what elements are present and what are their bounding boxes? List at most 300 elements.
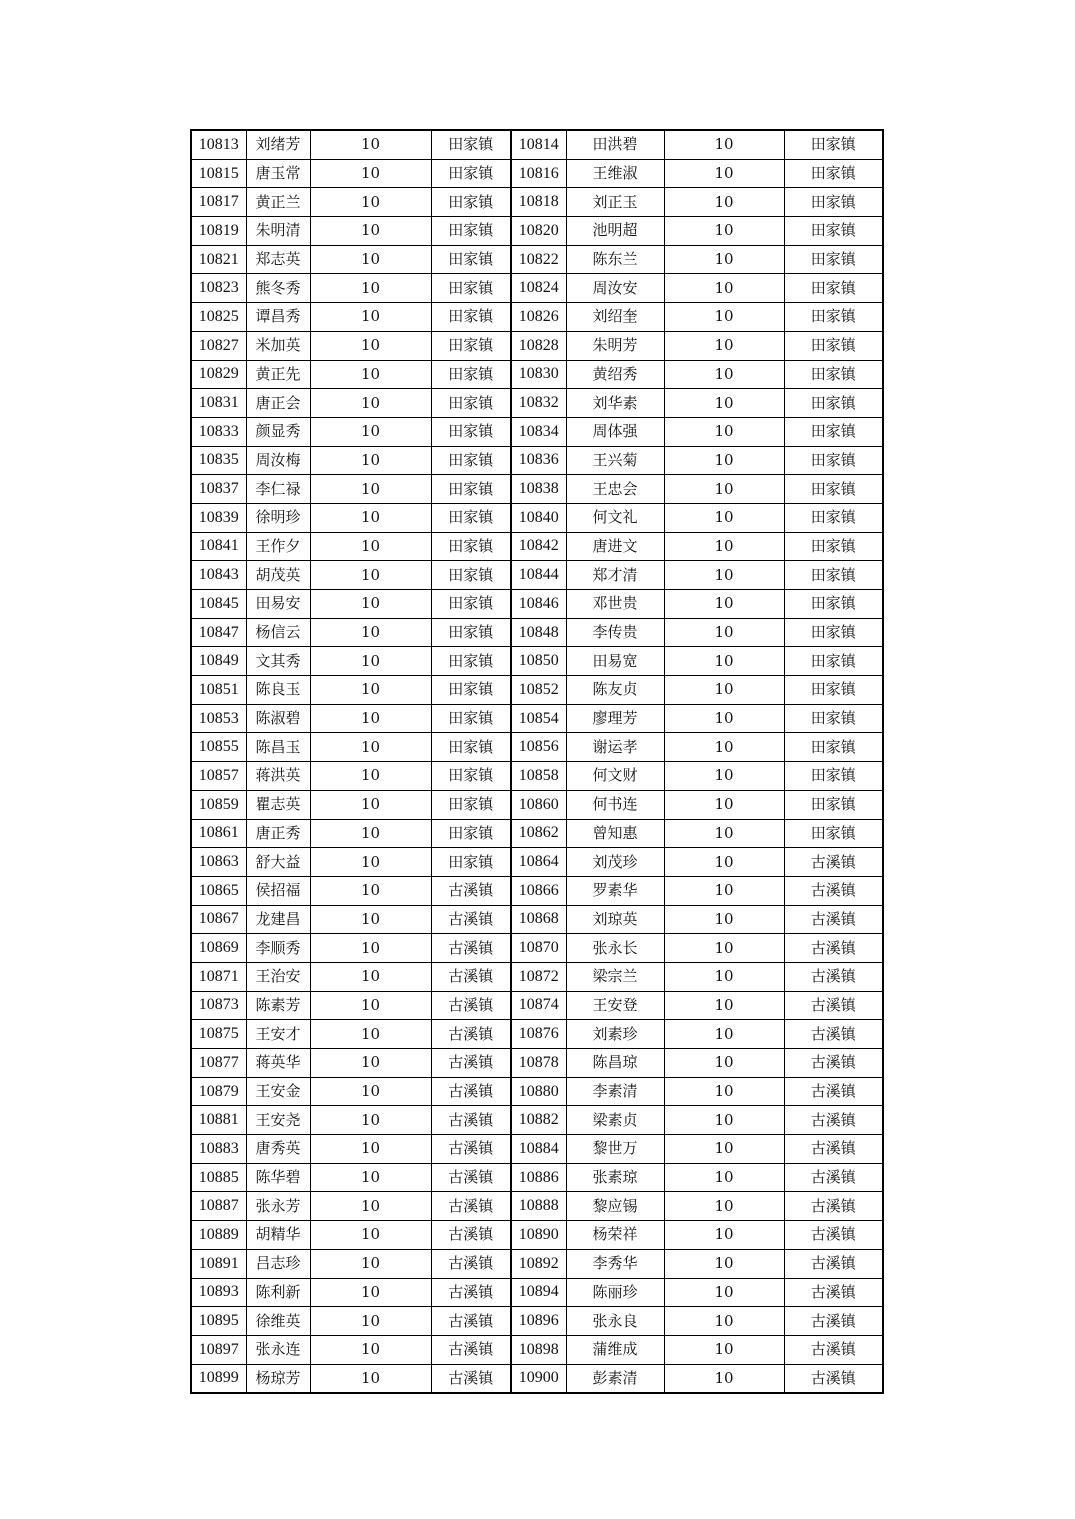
left-town-cell: 田家镇 — [431, 159, 511, 188]
left-town-cell: 田家镇 — [431, 389, 511, 418]
right-person-name-cell: 廖理芳 — [566, 704, 664, 733]
left-amount-cell: 10 — [310, 360, 431, 389]
right-town-cell: 田家镇 — [784, 274, 883, 303]
left-amount-cell: 10 — [310, 303, 431, 332]
right-record-id-cell: 10842 — [511, 532, 566, 561]
left-town-cell: 古溪镇 — [431, 1364, 511, 1393]
left-town-cell: 田家镇 — [431, 618, 511, 647]
right-amount-cell: 10 — [664, 1249, 784, 1278]
right-town-cell: 古溪镇 — [784, 991, 883, 1020]
right-record-id-cell: 10852 — [511, 676, 566, 705]
left-town-cell: 田家镇 — [431, 848, 511, 877]
right-town-cell: 田家镇 — [784, 618, 883, 647]
right-record-id-cell: 10862 — [511, 819, 566, 848]
right-record-id-cell: 10864 — [511, 848, 566, 877]
right-town-cell: 田家镇 — [784, 130, 883, 159]
right-amount-cell: 10 — [664, 1307, 784, 1336]
left-record-id-cell: 10887 — [191, 1192, 246, 1221]
left-amount-cell: 10 — [310, 446, 431, 475]
right-person-name-cell: 梁宗兰 — [566, 962, 664, 991]
left-person-name-cell: 王安金 — [246, 1077, 310, 1106]
right-record-id-cell: 10900 — [511, 1364, 566, 1393]
left-amount-cell: 10 — [310, 962, 431, 991]
left-amount-cell: 10 — [310, 905, 431, 934]
right-amount-cell: 10 — [664, 1278, 784, 1307]
right-record-id-cell: 10868 — [511, 905, 566, 934]
right-person-name-cell: 刘华素 — [566, 389, 664, 418]
left-person-name-cell: 王作夕 — [246, 532, 310, 561]
left-amount-cell: 10 — [310, 991, 431, 1020]
right-amount-cell: 10 — [664, 762, 784, 791]
right-person-name-cell: 李秀华 — [566, 1249, 664, 1278]
left-person-name-cell: 熊冬秀 — [246, 274, 310, 303]
right-person-name-cell: 王维淑 — [566, 159, 664, 188]
left-amount-cell: 10 — [310, 389, 431, 418]
table-row — [191, 159, 883, 188]
right-record-id-cell: 10816 — [511, 159, 566, 188]
table-row — [191, 1020, 883, 1049]
right-record-id-cell: 10882 — [511, 1106, 566, 1135]
left-record-id-cell: 10815 — [191, 159, 246, 188]
table-row — [191, 446, 883, 475]
right-person-name-cell: 周体强 — [566, 417, 664, 446]
left-amount-cell: 10 — [310, 1278, 431, 1307]
right-person-name-cell: 黎应锡 — [566, 1192, 664, 1221]
right-town-cell: 古溪镇 — [784, 876, 883, 905]
right-town-cell: 古溪镇 — [784, 848, 883, 877]
right-record-id-cell: 10820 — [511, 217, 566, 246]
table-row — [191, 819, 883, 848]
left-town-cell: 田家镇 — [431, 790, 511, 819]
right-person-name-cell: 蒲维成 — [566, 1335, 664, 1364]
left-person-name-cell: 文其秀 — [246, 647, 310, 676]
right-town-cell: 田家镇 — [784, 188, 883, 217]
right-town-cell: 古溪镇 — [784, 1307, 883, 1336]
table-row — [191, 245, 883, 274]
left-record-id-cell: 10835 — [191, 446, 246, 475]
left-town-cell: 田家镇 — [431, 360, 511, 389]
left-person-name-cell: 唐秀英 — [246, 1135, 310, 1164]
table-row — [191, 1077, 883, 1106]
right-town-cell: 田家镇 — [784, 303, 883, 332]
left-town-cell: 田家镇 — [431, 733, 511, 762]
left-record-id-cell: 10879 — [191, 1077, 246, 1106]
right-town-cell: 古溪镇 — [784, 1278, 883, 1307]
left-record-id-cell: 10813 — [191, 130, 246, 159]
right-person-name-cell: 陈丽珍 — [566, 1278, 664, 1307]
right-amount-cell: 10 — [664, 245, 784, 274]
right-record-id-cell: 10894 — [511, 1278, 566, 1307]
left-town-cell: 田家镇 — [431, 130, 511, 159]
right-amount-cell: 10 — [664, 1077, 784, 1106]
left-person-name-cell: 陈素芳 — [246, 991, 310, 1020]
left-town-cell: 古溪镇 — [431, 1163, 511, 1192]
right-town-cell: 田家镇 — [784, 532, 883, 561]
left-record-id-cell: 10899 — [191, 1364, 246, 1393]
left-person-name-cell: 舒大益 — [246, 848, 310, 877]
left-person-name-cell: 周汝梅 — [246, 446, 310, 475]
left-record-id-cell: 10883 — [191, 1135, 246, 1164]
left-person-name-cell: 谭昌秀 — [246, 303, 310, 332]
table-row — [191, 389, 883, 418]
right-record-id-cell: 10830 — [511, 360, 566, 389]
left-person-name-cell: 王安才 — [246, 1020, 310, 1049]
left-town-cell: 古溪镇 — [431, 962, 511, 991]
right-record-id-cell: 10828 — [511, 331, 566, 360]
right-person-name-cell: 唐进文 — [566, 532, 664, 561]
table-row — [191, 475, 883, 504]
left-person-name-cell: 瞿志英 — [246, 790, 310, 819]
left-amount-cell: 10 — [310, 1077, 431, 1106]
right-person-name-cell: 何文礼 — [566, 503, 664, 532]
left-person-name-cell: 胡精华 — [246, 1221, 310, 1250]
left-town-cell: 田家镇 — [431, 331, 511, 360]
right-town-cell: 古溪镇 — [784, 1049, 883, 1078]
right-amount-cell: 10 — [664, 217, 784, 246]
right-amount-cell: 10 — [664, 1335, 784, 1364]
right-record-id-cell: 10890 — [511, 1221, 566, 1250]
right-town-cell: 田家镇 — [784, 676, 883, 705]
right-amount-cell: 10 — [664, 934, 784, 963]
left-record-id-cell: 10877 — [191, 1049, 246, 1078]
left-amount-cell: 10 — [310, 1249, 431, 1278]
left-record-id-cell: 10867 — [191, 905, 246, 934]
left-record-id-cell: 10889 — [191, 1221, 246, 1250]
left-record-id-cell: 10885 — [191, 1163, 246, 1192]
right-town-cell: 田家镇 — [784, 360, 883, 389]
left-amount-cell: 10 — [310, 676, 431, 705]
right-record-id-cell: 10878 — [511, 1049, 566, 1078]
left-record-id-cell: 10839 — [191, 503, 246, 532]
left-town-cell: 田家镇 — [431, 303, 511, 332]
left-town-cell: 古溪镇 — [431, 1135, 511, 1164]
right-person-name-cell: 田洪碧 — [566, 130, 664, 159]
left-town-cell: 田家镇 — [431, 676, 511, 705]
table-row — [191, 331, 883, 360]
right-record-id-cell: 10840 — [511, 503, 566, 532]
right-record-id-cell: 10838 — [511, 475, 566, 504]
right-record-id-cell: 10824 — [511, 274, 566, 303]
left-amount-cell: 10 — [310, 1163, 431, 1192]
right-amount-cell: 10 — [664, 417, 784, 446]
left-record-id-cell: 10827 — [191, 331, 246, 360]
left-person-name-cell: 徐维英 — [246, 1307, 310, 1336]
left-amount-cell: 10 — [310, 848, 431, 877]
left-person-name-cell: 王安尧 — [246, 1106, 310, 1135]
right-record-id-cell: 10872 — [511, 962, 566, 991]
table-row — [191, 1221, 883, 1250]
left-town-cell: 古溪镇 — [431, 1221, 511, 1250]
right-amount-cell: 10 — [664, 819, 784, 848]
right-town-cell: 古溪镇 — [784, 1020, 883, 1049]
right-person-name-cell: 罗素华 — [566, 876, 664, 905]
roster-table — [190, 129, 884, 1394]
right-town-cell: 古溪镇 — [784, 962, 883, 991]
right-person-name-cell: 刘琼英 — [566, 905, 664, 934]
left-person-name-cell: 颜显秀 — [246, 417, 310, 446]
right-town-cell: 古溪镇 — [784, 1221, 883, 1250]
left-record-id-cell: 10843 — [191, 561, 246, 590]
right-record-id-cell: 10822 — [511, 245, 566, 274]
left-person-name-cell: 张永连 — [246, 1335, 310, 1364]
left-amount-cell: 10 — [310, 762, 431, 791]
table-row — [191, 991, 883, 1020]
right-town-cell: 田家镇 — [784, 475, 883, 504]
left-amount-cell: 10 — [310, 1335, 431, 1364]
right-town-cell: 古溪镇 — [784, 1135, 883, 1164]
left-amount-cell: 10 — [310, 245, 431, 274]
table-row — [191, 934, 883, 963]
left-person-name-cell: 刘绪芳 — [246, 130, 310, 159]
right-town-cell: 田家镇 — [784, 389, 883, 418]
right-person-name-cell: 谢运孝 — [566, 733, 664, 762]
table-row — [191, 848, 883, 877]
table-row — [191, 1192, 883, 1221]
left-town-cell: 田家镇 — [431, 475, 511, 504]
right-record-id-cell: 10818 — [511, 188, 566, 217]
table-row — [191, 1049, 883, 1078]
right-amount-cell: 10 — [664, 647, 784, 676]
right-amount-cell: 10 — [664, 130, 784, 159]
right-person-name-cell: 周汝安 — [566, 274, 664, 303]
right-record-id-cell: 10826 — [511, 303, 566, 332]
table-row — [191, 762, 883, 791]
left-record-id-cell: 10847 — [191, 618, 246, 647]
left-record-id-cell: 10857 — [191, 762, 246, 791]
right-record-id-cell: 10860 — [511, 790, 566, 819]
right-amount-cell: 10 — [664, 360, 784, 389]
right-amount-cell: 10 — [664, 590, 784, 619]
right-record-id-cell: 10896 — [511, 1307, 566, 1336]
left-town-cell: 田家镇 — [431, 274, 511, 303]
left-town-cell: 古溪镇 — [431, 1249, 511, 1278]
right-record-id-cell: 10836 — [511, 446, 566, 475]
right-amount-cell: 10 — [664, 561, 784, 590]
right-person-name-cell: 张素琼 — [566, 1163, 664, 1192]
right-town-cell: 田家镇 — [784, 417, 883, 446]
left-person-name-cell: 唐正秀 — [246, 819, 310, 848]
left-amount-cell: 10 — [310, 217, 431, 246]
left-amount-cell: 10 — [310, 704, 431, 733]
right-person-name-cell: 田易宽 — [566, 647, 664, 676]
right-record-id-cell: 10898 — [511, 1335, 566, 1364]
left-record-id-cell: 10875 — [191, 1020, 246, 1049]
right-amount-cell: 10 — [664, 905, 784, 934]
right-record-id-cell: 10856 — [511, 733, 566, 762]
left-person-name-cell: 蒋洪英 — [246, 762, 310, 791]
left-town-cell: 田家镇 — [431, 532, 511, 561]
right-record-id-cell: 10832 — [511, 389, 566, 418]
left-record-id-cell: 10893 — [191, 1278, 246, 1307]
left-record-id-cell: 10825 — [191, 303, 246, 332]
right-person-name-cell: 王安登 — [566, 991, 664, 1020]
right-record-id-cell: 10834 — [511, 417, 566, 446]
table-row — [191, 1278, 883, 1307]
roster-body — [191, 130, 883, 1393]
right-town-cell: 古溪镇 — [784, 1192, 883, 1221]
right-person-name-cell: 刘正玉 — [566, 188, 664, 217]
left-record-id-cell: 10853 — [191, 704, 246, 733]
table-row — [191, 618, 883, 647]
right-amount-cell: 10 — [664, 790, 784, 819]
left-town-cell: 古溪镇 — [431, 991, 511, 1020]
left-town-cell: 田家镇 — [431, 590, 511, 619]
right-record-id-cell: 10866 — [511, 876, 566, 905]
left-amount-cell: 10 — [310, 475, 431, 504]
table-row — [191, 733, 883, 762]
left-record-id-cell: 10861 — [191, 819, 246, 848]
table-row — [191, 1307, 883, 1336]
left-record-id-cell: 10849 — [191, 647, 246, 676]
left-amount-cell: 10 — [310, 1020, 431, 1049]
table-row — [191, 876, 883, 905]
right-town-cell: 古溪镇 — [784, 1163, 883, 1192]
left-person-name-cell: 郑志英 — [246, 245, 310, 274]
left-town-cell: 古溪镇 — [431, 1192, 511, 1221]
left-record-id-cell: 10855 — [191, 733, 246, 762]
left-amount-cell: 10 — [310, 819, 431, 848]
right-town-cell: 田家镇 — [784, 503, 883, 532]
right-town-cell: 古溪镇 — [784, 1249, 883, 1278]
left-town-cell: 田家镇 — [431, 762, 511, 791]
left-town-cell: 古溪镇 — [431, 905, 511, 934]
left-record-id-cell: 10895 — [191, 1307, 246, 1336]
table-row — [191, 217, 883, 246]
right-town-cell: 田家镇 — [784, 245, 883, 274]
left-town-cell: 田家镇 — [431, 561, 511, 590]
right-amount-cell: 10 — [664, 475, 784, 504]
right-town-cell: 古溪镇 — [784, 1106, 883, 1135]
left-record-id-cell: 10851 — [191, 676, 246, 705]
table-row — [191, 1364, 883, 1393]
left-town-cell: 古溪镇 — [431, 1106, 511, 1135]
left-record-id-cell: 10869 — [191, 934, 246, 963]
left-person-name-cell: 朱明清 — [246, 217, 310, 246]
right-amount-cell: 10 — [664, 1049, 784, 1078]
right-person-name-cell: 郑才清 — [566, 561, 664, 590]
left-person-name-cell: 杨信云 — [246, 618, 310, 647]
table-row — [191, 1163, 883, 1192]
right-town-cell: 田家镇 — [784, 733, 883, 762]
right-amount-cell: 10 — [664, 303, 784, 332]
left-amount-cell: 10 — [310, 188, 431, 217]
right-person-name-cell: 陈东兰 — [566, 245, 664, 274]
left-town-cell: 田家镇 — [431, 819, 511, 848]
right-person-name-cell: 李传贵 — [566, 618, 664, 647]
table-row — [191, 417, 883, 446]
left-person-name-cell: 陈利新 — [246, 1278, 310, 1307]
right-record-id-cell: 10880 — [511, 1077, 566, 1106]
right-person-name-cell: 彭素清 — [566, 1364, 664, 1393]
right-person-name-cell: 池明超 — [566, 217, 664, 246]
right-amount-cell: 10 — [664, 1135, 784, 1164]
left-town-cell: 田家镇 — [431, 217, 511, 246]
left-person-name-cell: 吕志珍 — [246, 1249, 310, 1278]
right-record-id-cell: 10876 — [511, 1020, 566, 1049]
right-amount-cell: 10 — [664, 676, 784, 705]
table-row — [191, 1335, 883, 1364]
left-record-id-cell: 10829 — [191, 360, 246, 389]
left-person-name-cell: 王治安 — [246, 962, 310, 991]
left-amount-cell: 10 — [310, 331, 431, 360]
left-amount-cell: 10 — [310, 1192, 431, 1221]
left-person-name-cell: 李仁禄 — [246, 475, 310, 504]
left-record-id-cell: 10891 — [191, 1249, 246, 1278]
right-person-name-cell: 何书连 — [566, 790, 664, 819]
left-amount-cell: 10 — [310, 274, 431, 303]
left-person-name-cell: 田易安 — [246, 590, 310, 619]
right-town-cell: 古溪镇 — [784, 905, 883, 934]
left-record-id-cell: 10873 — [191, 991, 246, 1020]
left-amount-cell: 10 — [310, 733, 431, 762]
right-person-name-cell: 陈昌琼 — [566, 1049, 664, 1078]
right-amount-cell: 10 — [664, 1364, 784, 1393]
left-town-cell: 田家镇 — [431, 647, 511, 676]
right-amount-cell: 10 — [664, 389, 784, 418]
right-record-id-cell: 10848 — [511, 618, 566, 647]
right-amount-cell: 10 — [664, 532, 784, 561]
right-record-id-cell: 10814 — [511, 130, 566, 159]
right-person-name-cell: 曾知惠 — [566, 819, 664, 848]
left-person-name-cell: 蒋英华 — [246, 1049, 310, 1078]
table-row — [191, 590, 883, 619]
left-amount-cell: 10 — [310, 1364, 431, 1393]
right-person-name-cell: 邓世贵 — [566, 590, 664, 619]
right-amount-cell: 10 — [664, 1106, 784, 1135]
right-town-cell: 田家镇 — [784, 762, 883, 791]
table-row — [191, 905, 883, 934]
right-person-name-cell: 何文财 — [566, 762, 664, 791]
right-amount-cell: 10 — [664, 503, 784, 532]
left-amount-cell: 10 — [310, 1307, 431, 1336]
left-person-name-cell: 徐明珍 — [246, 503, 310, 532]
left-record-id-cell: 10833 — [191, 417, 246, 446]
right-amount-cell: 10 — [664, 331, 784, 360]
left-record-id-cell: 10859 — [191, 790, 246, 819]
left-person-name-cell: 杨琼芳 — [246, 1364, 310, 1393]
left-town-cell: 古溪镇 — [431, 876, 511, 905]
table-row — [191, 561, 883, 590]
left-record-id-cell: 10817 — [191, 188, 246, 217]
left-amount-cell: 10 — [310, 503, 431, 532]
left-record-id-cell: 10823 — [191, 274, 246, 303]
table-row — [191, 676, 883, 705]
right-record-id-cell: 10886 — [511, 1163, 566, 1192]
right-town-cell: 田家镇 — [784, 790, 883, 819]
left-town-cell: 田家镇 — [431, 446, 511, 475]
right-amount-cell: 10 — [664, 446, 784, 475]
left-amount-cell: 10 — [310, 876, 431, 905]
right-person-name-cell: 张永长 — [566, 934, 664, 963]
left-town-cell: 古溪镇 — [431, 1020, 511, 1049]
left-amount-cell: 10 — [310, 647, 431, 676]
left-person-name-cell: 龙建昌 — [246, 905, 310, 934]
left-town-cell: 古溪镇 — [431, 1335, 511, 1364]
table-row — [191, 360, 883, 389]
right-town-cell: 古溪镇 — [784, 1077, 883, 1106]
left-person-name-cell: 唐玉常 — [246, 159, 310, 188]
left-town-cell: 田家镇 — [431, 503, 511, 532]
left-amount-cell: 10 — [310, 1106, 431, 1135]
table-row — [191, 1106, 883, 1135]
right-town-cell: 田家镇 — [784, 331, 883, 360]
right-person-name-cell: 朱明芳 — [566, 331, 664, 360]
left-record-id-cell: 10863 — [191, 848, 246, 877]
right-town-cell: 古溪镇 — [784, 1364, 883, 1393]
table-row — [191, 274, 883, 303]
right-amount-cell: 10 — [664, 1163, 784, 1192]
left-person-name-cell: 陈淑碧 — [246, 704, 310, 733]
